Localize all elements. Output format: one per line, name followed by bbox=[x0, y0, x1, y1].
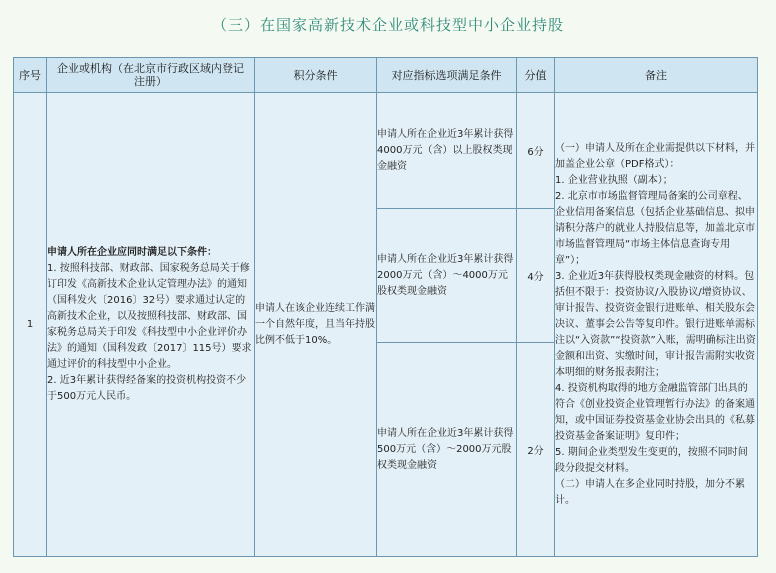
org-requirements bbox=[47, 93, 255, 557]
score-6: 6分 bbox=[517, 93, 555, 209]
header-seq: 序号 bbox=[14, 58, 47, 93]
condition-cell: 申请人在该企业连续工作满一个自然年度，且当年持股比例不低于10%。 bbox=[255, 93, 377, 557]
org-heading: 申请人所在企业应同时满足以下条件： bbox=[47, 246, 217, 258]
remarks-cell bbox=[555, 93, 758, 557]
indicator-4: 申请人所在企业近3年累计获得2000万元（含）～4000万元股权类现金融资 bbox=[377, 209, 517, 343]
remark-7: （二）申请人在多企业同时持股，加分不累计。 bbox=[555, 478, 745, 506]
remark-1: （一）申请人及所在企业需提供以下材料，并加盖企业公章（PDF格式）： bbox=[555, 142, 755, 170]
table-row bbox=[14, 93, 758, 209]
org-item-2: 2. 近3年累计获得经备案的投资机构投资不少于500万元人民币。 bbox=[47, 374, 247, 402]
header-score: 分值 bbox=[517, 58, 555, 93]
policy-table bbox=[13, 57, 758, 557]
remark-4: 3. 企业近3年获得股权类现金融资的材料。包括但不限于：投资协议/入股协议/增资协议、审计报告、投资资金银行进账单、相关股东会决议、董事会公告等复印件。银行进账单需标注以“入资款”“投资款”入账，需明确标注出资金额和出资、实缴时间，审计报告需附实收资本明细的财务报表附注； bbox=[555, 270, 756, 378]
score-4: 4分 bbox=[517, 209, 555, 343]
remark-3: 2. 北京市市场监督管理局备案的公司章程、企业信用备案信息（包括企业基础信息、拟申请积分落户的就业人持股信息等，加盖北京市市场监督管理局“市场主体信息查询专用章”）； bbox=[555, 190, 755, 266]
indicator-6: 申请人所在企业近3年累计获得4000万元（含）以上股权类现金融资 bbox=[377, 93, 517, 209]
table-header-row bbox=[14, 58, 758, 93]
indicator-2: 申请人所在企业近3年累计获得500万元（含）～2000万元股权类现金融资 bbox=[377, 343, 517, 557]
page-title: （三）在国家高新技术企业或科技型中小企业持股 bbox=[211, 16, 564, 34]
remark-5: 4. 投资机构取得的地方金融监管部门出具的符合《创业投资企业管理暂行办法》的备案通知，或中国证券投资基金业协会出具的《私募投资基金备案证明》复印件； bbox=[555, 382, 755, 442]
header-indicator: 对应指标选项满足条件 bbox=[377, 58, 517, 93]
header-condition: 积分条件 bbox=[255, 58, 377, 93]
remark-6: 5. 期间企业类型发生变更的，按照不同时间段分段提交材料。 bbox=[555, 446, 748, 474]
remark-2: 1. 企业营业执照（副本）； bbox=[555, 174, 673, 186]
header-remark: 备注 bbox=[555, 58, 758, 93]
row-seq: 1 bbox=[14, 93, 47, 557]
header-org: 企业或机构（在北京市行政区域内登记注册） bbox=[47, 58, 255, 93]
org-item-1: 1. 按照科技部、财政部、国家税务总局关于修订印发《高新技术企业认定管理办法》的通知（国科发火〔2016〕32号）要求通过认定的高新技术企业，以及按照科技部、财政部、国家税务总局关于印发《科技型中小企业评价办法》的通知（国科发政〔2017〕115号）要求通过评价的科技型中小企业。 bbox=[47, 262, 252, 370]
score-2: 2分 bbox=[517, 343, 555, 557]
